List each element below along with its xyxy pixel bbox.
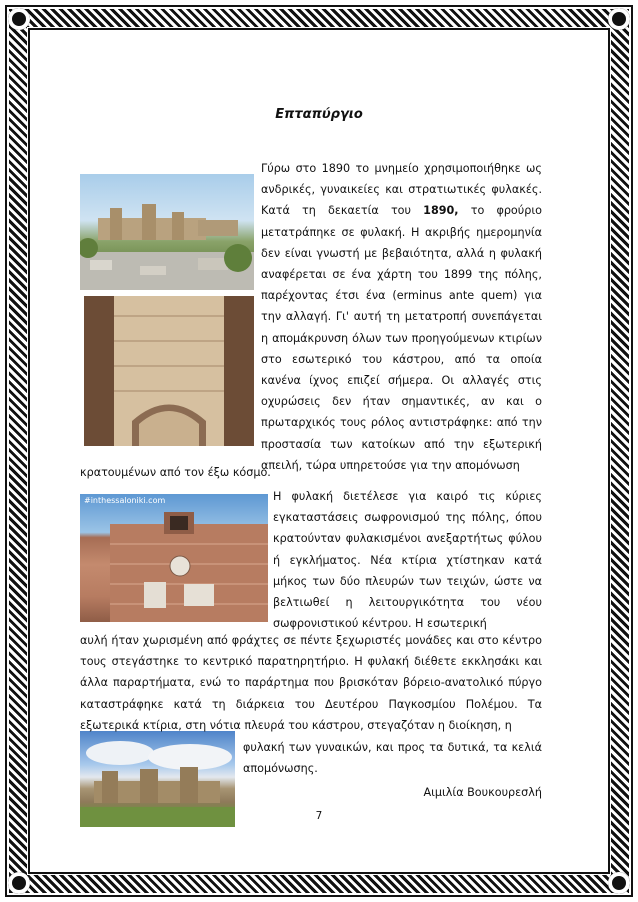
fortress-panorama-photo xyxy=(80,174,254,290)
tower-gate-photo xyxy=(84,296,254,446)
paragraph-2-full-width: αυλή ήταν χωρισμένη από φράχτες σε πέντε ξεχωριστές μονάδες και στο κέντρο τους στεγάστηκε το κεντρικό παρατηρητήριο. Η φυλακή διέθετε εκκλησάκι και άλλα παραρτήματα, ενώ το παράρτημα που βρισκόταν βόρειο-ανατολικό πύργο καταστράφηκε κατά τη διάρκεια του Δευτέρου Παγκοσμίου Πολέμου. Τα εξωτερικά κτίρια, στη νότια πλευρά του κάστρου, στεγαζόταν η διοίκηση, η xyxy=(80,634,542,732)
page-number: 7 xyxy=(315,810,323,822)
page-title: Επταπύργιο xyxy=(275,107,363,122)
paragraph-1 xyxy=(261,158,542,476)
corner-ornament-top-right xyxy=(608,8,630,30)
author-signature: Αιμιλία Βουκουρεσλή xyxy=(423,786,542,799)
corner-ornament-bottom-left xyxy=(8,872,30,894)
corner-ornament-top-left xyxy=(8,8,30,30)
paragraph-2: Η φυλακή διετέλεσε για καιρό τις κύριες εγκαταστάσεις σωφρονισμού της πόλης, όπου κρατούνταν φυλακισμένοι ανεξαρτήτως φύλου ή εγκλήματος. Νέα κτίρια χτίστηκαν κατά μήκος των δύο πλευρών των τειχών, ώστε να βελτιωθεί η λειτουργικότητα του νέου σωφρονιστικού κέντρου. Η εσωτερική xyxy=(273,490,542,631)
paragraph-1-text-continued: το φρούριο μετατράπηκε σε φυλακή. Η ακριβής ημερομηνία δεν είναι γνωστή με βεβαιότητα, αλλά η φυλακή αναφέρεται σε ένα χάρτη του 1899 της πόλης, παρέχοντας έτσι ένα (erminus ante quem) για την αλλαγή. Γι' αυτή τη μετατροπή συνεπάγεται η απομάκρυνση όλων των προηγούμενων κτιρίων στο εσωτερικό του κάστρου, από τα οποία κανένα ίχνος επιζεί σήμερα. Οι αλλαγές στις οχυρώσεις δεν ήταν σημαντικές, αν και ο πρωταρχικός τους ρόλος αντιστράφηκε: από την προστασία των κατοίκων από την εξωτερική απειλή, τώρα υπηρετούσε για την απομόνωση xyxy=(261,204,542,472)
paragraph-2-tail: φυλακή των γυναικών, και προς τα δυτικά, τα κελιά απομόνωσης. xyxy=(243,741,542,776)
corner-ornament-bottom-right xyxy=(608,872,630,894)
paragraph-1-year: 1890, xyxy=(423,204,459,218)
paragraph-1-tail: κρατουμένων από τον έξω κόσμο. xyxy=(80,466,271,479)
paragraph-1-text: Γύρω στο 1890 το μνημείο χρησιμοποιήθηκε ως ανδρικές, γυναικείες και στρατιωτικές φυλακές. Κατά τη δεκαετία του xyxy=(261,162,542,218)
brick-tower-inscription-photo xyxy=(80,494,268,622)
image-watermark: #inthessaloniki.com xyxy=(84,496,166,505)
